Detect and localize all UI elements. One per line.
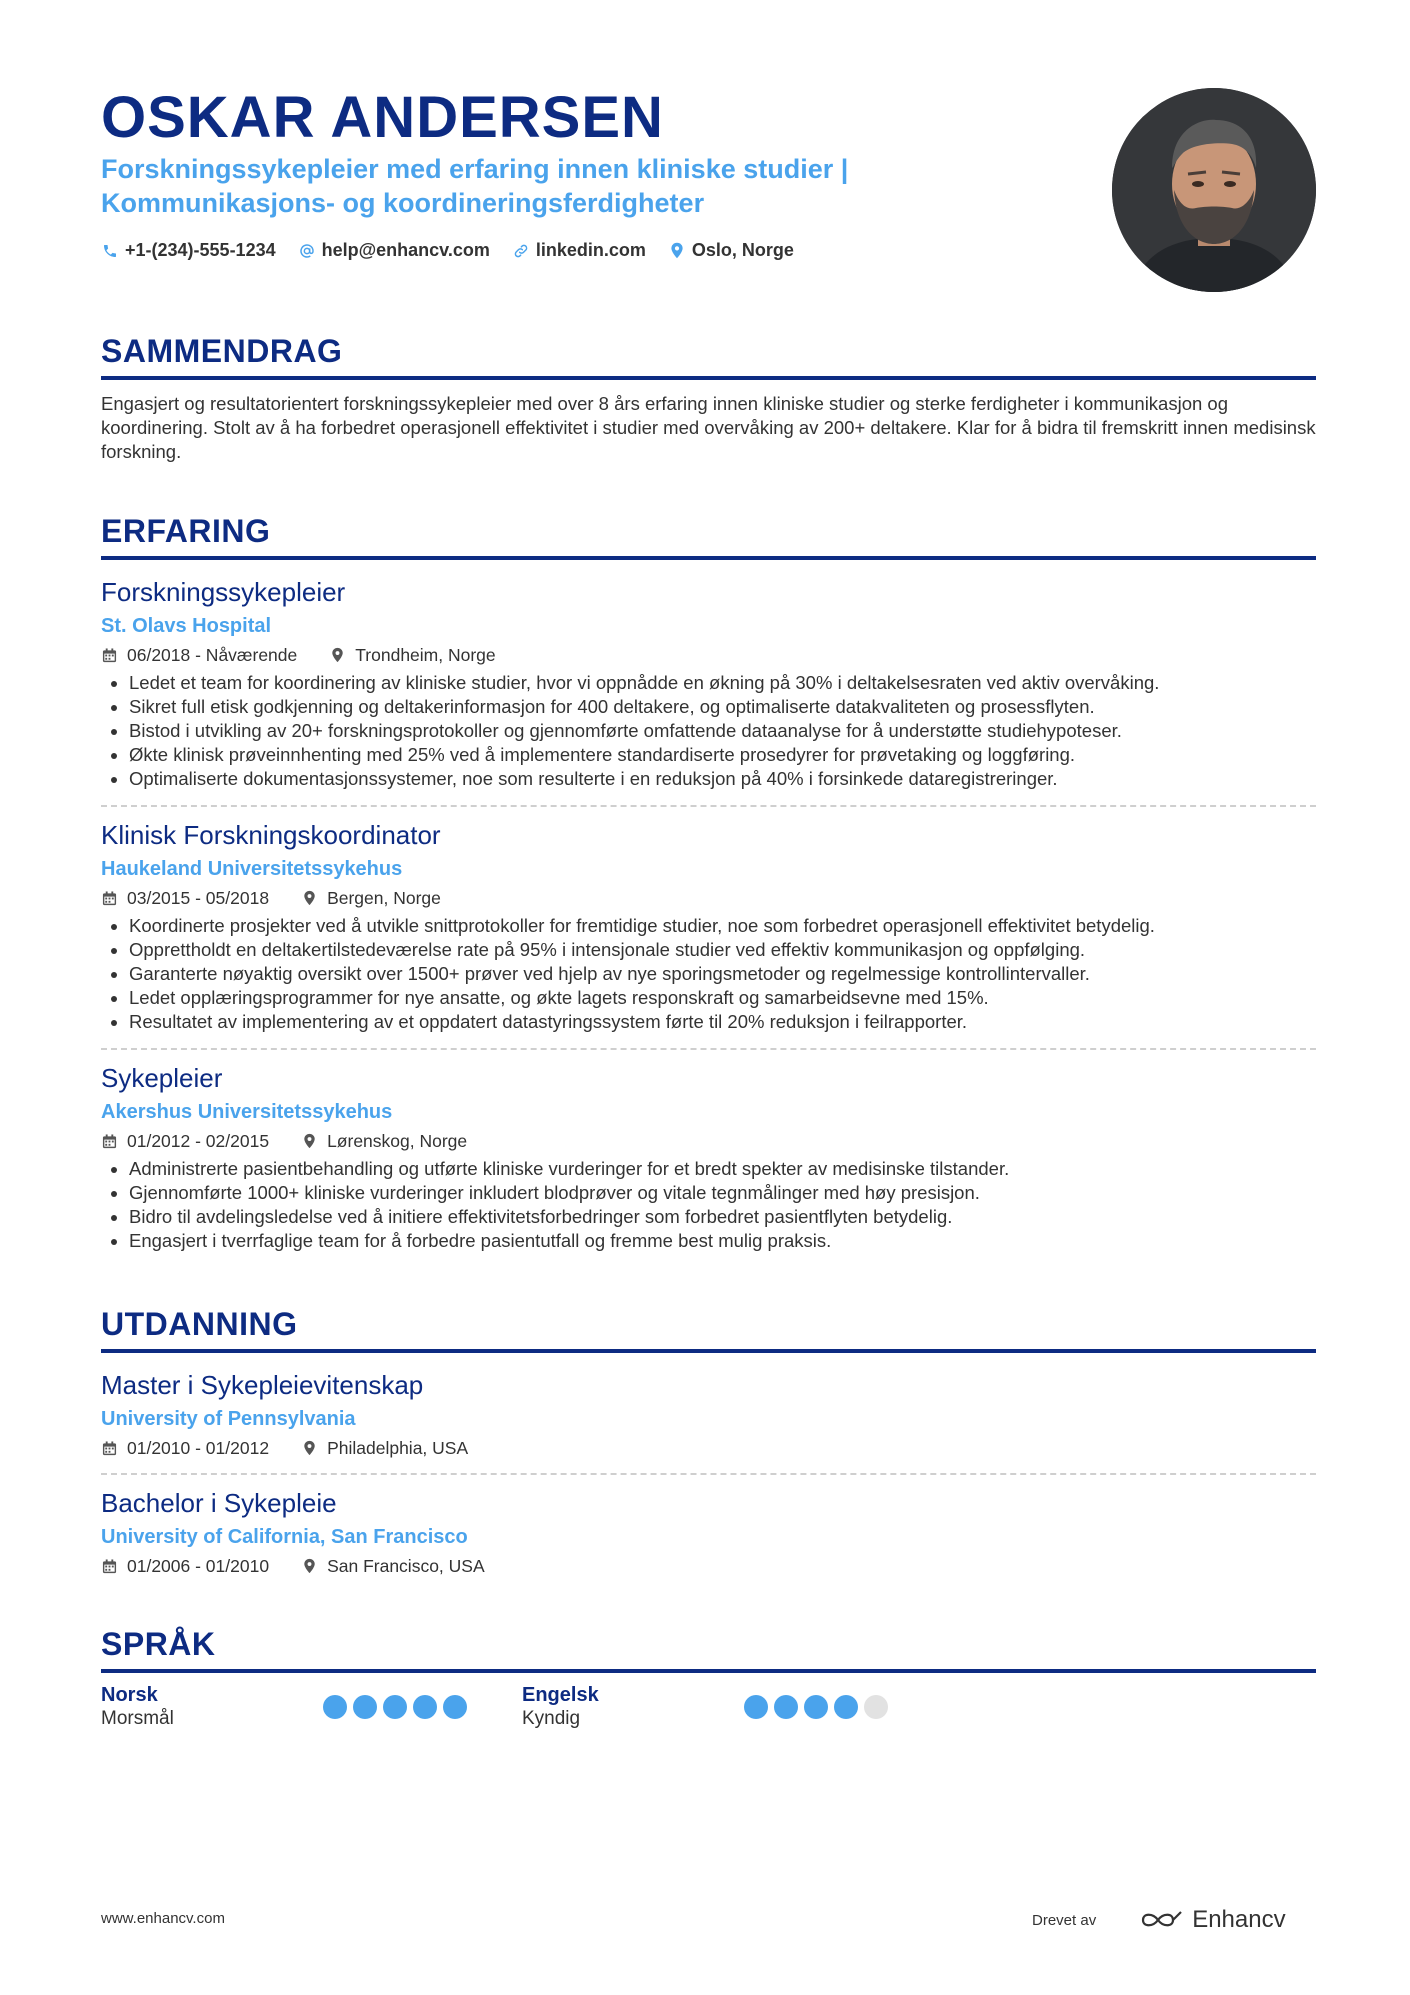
education-dates xyxy=(101,1555,269,1577)
language-item xyxy=(522,1683,943,1731)
bullet-item: Sikret full etisk godkjenning og deltakerinformasjon for 400 deltakere, og optimaliserte datakvaliteten og prosessflyten. xyxy=(101,695,1316,719)
bullet-item: Gjennomførte 1000+ kliniske vurderinger inkludert blodprøver og vitale tegnmålinger med høy presisjon. xyxy=(101,1181,1316,1205)
job-location xyxy=(329,644,495,666)
rating-dot-filled xyxy=(353,1695,377,1719)
phone-icon xyxy=(101,242,119,260)
education-location xyxy=(301,1555,485,1577)
rating-dot-filled xyxy=(413,1695,437,1719)
job-bullets xyxy=(101,914,1316,1034)
bullet-item: Optimaliserte dokumentasjonssystemer, noe som resulterte i en reduksjon på 40% i forsinkede dataregistreringer. xyxy=(101,767,1316,791)
language-level: Kyndig xyxy=(522,1708,581,1729)
job-entry xyxy=(101,576,1316,791)
location-text: Oslo, Norge xyxy=(691,240,794,260)
map-pin-icon xyxy=(329,647,345,663)
education-meta xyxy=(101,1437,1316,1459)
education-location xyxy=(301,1437,468,1459)
dates-text: 06/2018 - Nåværende xyxy=(127,645,298,665)
bullet-item: Bidro til avdelingsledelse ved å initiere effektivitetsforbedringer som forbedret pasientflyten betydelig. xyxy=(101,1205,1316,1229)
language-name: Norsk xyxy=(101,1684,158,1706)
calendar-icon xyxy=(101,1440,117,1456)
bullet-item: Engasjert i tverrfaglige team for å forbedre pasientutfall og fremme best mulig praksis. xyxy=(101,1229,1316,1253)
job-entry xyxy=(101,819,1316,1034)
profile-photo xyxy=(1112,88,1316,292)
section-title-education: UTDANNING xyxy=(101,1306,298,1342)
link-icon xyxy=(512,242,530,260)
rating-dot-filled xyxy=(744,1695,768,1719)
company-name: Haukeland Universitetssykehus xyxy=(101,858,403,880)
map-pin-icon xyxy=(301,1133,317,1149)
summary-section xyxy=(101,332,1316,464)
calendar-icon xyxy=(101,1133,117,1149)
job-meta xyxy=(101,644,1316,666)
section-divider xyxy=(101,1349,1316,1353)
education-dates xyxy=(101,1437,269,1459)
bullet-item: Ledet et team for koordinering av kliniske studier, hvor vi oppnådde en økning på 30% i deltakelsesraten ved aktiv overvåking. xyxy=(101,671,1316,695)
job-meta xyxy=(101,1130,1316,1152)
language-name: Engelsk xyxy=(522,1684,599,1706)
job-title: Sykepleier xyxy=(101,1063,223,1093)
powered-by-label: Drevet av xyxy=(1032,1911,1097,1929)
company-name: Akershus Universitetssykehus xyxy=(101,1101,393,1123)
language-item xyxy=(101,1683,522,1731)
section-divider xyxy=(101,556,1316,560)
job-title: Klinisk Forskningskoordinator xyxy=(101,820,441,850)
footer-branding xyxy=(1032,1906,1286,1934)
job-bullets xyxy=(101,671,1316,791)
section-title-languages: SPRÅK xyxy=(101,1626,216,1662)
bullet-item: Garanterte nøyaktig oversikt over 1500+ prøver ved hjelp av nye sporingsmetoder og regelmessige kontrollintervaller. xyxy=(101,962,1316,986)
resume-header xyxy=(101,0,1316,310)
languages-list xyxy=(101,1683,1316,1731)
footer-website[interactable]: www.enhancv.com xyxy=(101,1910,225,1927)
location-text: Trondheim, Norge xyxy=(355,645,496,665)
bullet-item: Opprettholdt en deltakertilstedeværelse rate på 95% i intensjonale studier ved effektiv kommunikasjon og oppfølging. xyxy=(101,938,1316,962)
bullet-item: Ledet opplæringsprogrammer for nye ansatte, og økte lagets responskraft og samarbeidsevne med 15%. xyxy=(101,986,1316,1010)
candidate-tagline: Forskningssykepleier med erfaring innen kliniske studier | Kommunikasjons- og koordineringsferdigheter xyxy=(101,154,849,218)
section-title-summary: SAMMENDRAG xyxy=(101,333,343,369)
company-name: St. Olavs Hospital xyxy=(101,615,272,637)
bullet-item: Resultatet av implementering av et oppdatert datastyringssystem førte til 20% reduksjon i feilrapporter. xyxy=(101,1010,1316,1034)
map-pin-icon xyxy=(301,890,317,906)
entry-divider xyxy=(101,1048,1316,1050)
candidate-name: OSKAR ANDERSEN xyxy=(101,85,664,150)
location-text: Lørenskog, Norge xyxy=(327,1131,468,1151)
language-rating xyxy=(323,1695,473,1731)
rating-dot-empty xyxy=(864,1695,888,1719)
dates-text: 03/2015 - 05/2018 xyxy=(127,888,270,908)
calendar-icon xyxy=(101,890,117,906)
job-entry xyxy=(101,1062,1316,1253)
job-location xyxy=(301,1130,467,1152)
brand-name: Enhancv xyxy=(1192,1906,1286,1933)
calendar-icon xyxy=(101,1558,117,1574)
section-title-experience: ERFARING xyxy=(101,513,271,549)
map-pin-icon xyxy=(668,242,686,260)
job-dates xyxy=(101,887,269,909)
enhancv-logo[interactable] xyxy=(1140,1906,1285,1934)
languages-section xyxy=(101,1625,1316,1731)
bullet-item: Koordinerte prosjekter ved å utvikle snittprotokoller for fremtidige studier, noe som forbedret operasjonell effektivitet betydelig. xyxy=(101,914,1316,938)
dates-text: 01/2010 - 01/2012 xyxy=(127,1438,270,1458)
contact-email[interactable] xyxy=(298,240,490,261)
degree-title: Bachelor i Sykepleie xyxy=(101,1488,337,1518)
contact-linkedin[interactable] xyxy=(512,240,646,261)
education-entry xyxy=(101,1487,1316,1577)
at-icon xyxy=(298,242,316,260)
section-divider xyxy=(101,1669,1316,1673)
language-rating xyxy=(744,1695,894,1731)
phone-text: +1-(234)-555-1234 xyxy=(125,240,276,260)
rating-dot-filled xyxy=(323,1695,347,1719)
rating-dot-filled xyxy=(383,1695,407,1719)
entry-divider xyxy=(101,805,1316,807)
job-meta xyxy=(101,887,1316,909)
contact-location xyxy=(668,240,794,261)
contact-bar xyxy=(101,240,816,261)
rating-dot-filled xyxy=(834,1695,858,1719)
job-bullets xyxy=(101,1157,1316,1253)
language-level: Morsmål xyxy=(101,1708,174,1729)
location-text: Philadelphia, USA xyxy=(327,1438,469,1458)
rating-dot-filled xyxy=(804,1695,828,1719)
rating-dot-filled xyxy=(774,1695,798,1719)
linkedin-text: linkedin.com xyxy=(535,240,646,260)
summary-text: Engasjert og resultatorientert forskningssykepleier med over 8 års erfaring innen kliniske studier og sterke ferdigheter i kommunikasjon og koordinering. Stolt av å ha forbedret operasjonell effektivitet i studier med overvåking av 200+ deltakere. Klar for å bidra til fremskritt innen medisinsk forskning. xyxy=(101,393,1316,462)
job-title: Forskningssykepleier xyxy=(101,577,346,607)
degree-title: Master i Sykepleievitenskap xyxy=(101,1370,424,1400)
section-divider xyxy=(101,376,1316,380)
map-pin-icon xyxy=(301,1440,317,1456)
email-text: help@enhancv.com xyxy=(321,240,490,260)
job-location xyxy=(301,887,441,909)
bullet-item: Administrerte pasientbehandling og utførte kliniske vurderinger for et bredt spekter av medisinske tilstander. xyxy=(101,1157,1316,1181)
entry-divider xyxy=(101,1473,1316,1475)
dates-text: 01/2006 - 01/2010 xyxy=(127,1556,270,1576)
dates-text: 01/2012 - 02/2015 xyxy=(127,1131,270,1151)
contact-phone[interactable] xyxy=(101,240,276,261)
education-entry xyxy=(101,1369,1316,1459)
resume-page xyxy=(101,0,1316,1731)
school-name: University of California, San Francisco xyxy=(101,1526,468,1548)
bullet-item: Bistod i utvikling av 20+ forskningsprotokoller og gjennomførte omfattende dataanalyse for å understøtte studiehypoteser. xyxy=(101,719,1316,743)
location-text: San Francisco, USA xyxy=(327,1556,485,1576)
bullet-item: Økte klinisk prøveinnhenting med 25% ved å implementere standardiserte prosedyrer for prøvetaking og loggføring. xyxy=(101,743,1316,767)
education-meta xyxy=(101,1555,1316,1577)
education-section xyxy=(101,1305,1316,1577)
school-name: University of Pennsylvania xyxy=(101,1408,356,1430)
experience-section xyxy=(101,512,1316,1253)
job-dates xyxy=(101,1130,269,1152)
job-dates xyxy=(101,644,297,666)
calendar-icon xyxy=(101,647,117,663)
map-pin-icon xyxy=(301,1558,317,1574)
enhancv-logo-icon xyxy=(1140,1909,1184,1931)
rating-dot-filled xyxy=(443,1695,467,1719)
location-text: Bergen, Norge xyxy=(327,888,441,908)
